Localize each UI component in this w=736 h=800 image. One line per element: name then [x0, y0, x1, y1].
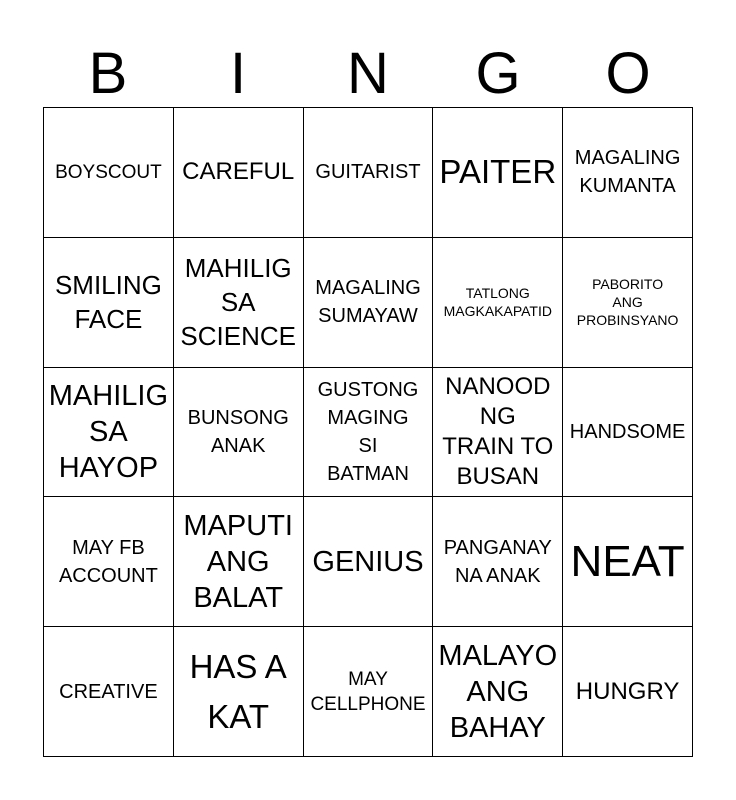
cell-label: GENIUS: [312, 545, 424, 578]
bingo-cell[interactable]: [304, 108, 434, 238]
cell-label: MAY CELLPHONE: [310, 668, 426, 715]
cell-label: BOYSCOUT: [55, 161, 162, 183]
bingo-cell[interactable]: [433, 238, 563, 368]
cell-label: BUNSONG ANAK: [187, 406, 289, 457]
bingo-cell[interactable]: [44, 368, 174, 498]
bingo-board: [43, 107, 693, 757]
header-letter-i: I: [229, 41, 247, 106]
bingo-cell[interactable]: [563, 238, 693, 368]
header-letter-n: N: [347, 41, 389, 106]
bingo-cell[interactable]: [563, 368, 693, 498]
cell-label: SMILING FACE: [54, 270, 162, 335]
bingo-cell[interactable]: [433, 627, 563, 757]
bingo-cell[interactable]: [304, 238, 434, 368]
bingo-cell[interactable]: [563, 108, 693, 238]
cell-label: HANDSOME: [569, 420, 686, 443]
bingo-cell[interactable]: [563, 627, 693, 757]
cell-label: MALAYO ANG BAHAY: [438, 639, 558, 744]
header-letter-b: B: [88, 41, 128, 106]
cell-label: MAY FB ACCOUNT: [58, 536, 158, 587]
cell-label: GUITARIST: [315, 161, 421, 184]
bingo-cell[interactable]: [174, 497, 304, 627]
bingo-cell[interactable]: [433, 497, 563, 627]
bingo-header: [43, 40, 693, 108]
bingo-cell[interactable]: [174, 238, 304, 368]
cell-label: MAGALING SUMAYAW: [315, 277, 421, 328]
bingo-cell[interactable]: [433, 108, 563, 238]
cell-label: NEAT: [570, 536, 685, 586]
header-letter-o: O: [605, 41, 651, 106]
cell-label: MAGALING KUMANTA: [574, 147, 681, 198]
bingo-cell[interactable]: [563, 497, 693, 627]
cell-label: PABORITO ANG PROBINSYANO: [576, 276, 679, 329]
cell-label: MAPUTI ANG BALAT: [183, 509, 293, 614]
bingo-cell[interactable]: [304, 497, 434, 627]
bingo-cell[interactable]: [174, 108, 304, 238]
cell-label: PAITER: [439, 153, 557, 191]
bingo-cell[interactable]: [174, 368, 304, 498]
bingo-cell[interactable]: [44, 238, 174, 368]
cell-label: NANOOD NG TRAIN TO BUSAN: [442, 372, 554, 490]
bingo-cell[interactable]: [44, 497, 174, 627]
cell-label: HUNGRY: [575, 677, 680, 705]
cell-label: TATLONG MAGKAKAPATID: [443, 285, 552, 320]
cell-label: CAREFUL: [182, 158, 295, 186]
bingo-cell[interactable]: [174, 627, 304, 757]
bingo-cell[interactable]: [304, 368, 434, 498]
cell-label: MAHILIG SA SCIENCE: [180, 253, 296, 352]
cell-label: MAHILIG SA HAYOP: [48, 379, 169, 484]
cell-label: PANGANAY NA ANAK: [443, 536, 552, 587]
bingo-cell[interactable]: [304, 627, 434, 757]
header-letter-g: G: [475, 41, 521, 106]
cell-label: CREATIVE: [59, 680, 158, 703]
cell-label: HAS A KAT: [189, 647, 287, 735]
cell-label: GUSTONG MAGING SI BATMAN: [317, 378, 419, 485]
bingo-cell[interactable]: [44, 108, 174, 238]
bingo-cell[interactable]: [44, 627, 174, 757]
bingo-cell[interactable]: [433, 368, 563, 498]
